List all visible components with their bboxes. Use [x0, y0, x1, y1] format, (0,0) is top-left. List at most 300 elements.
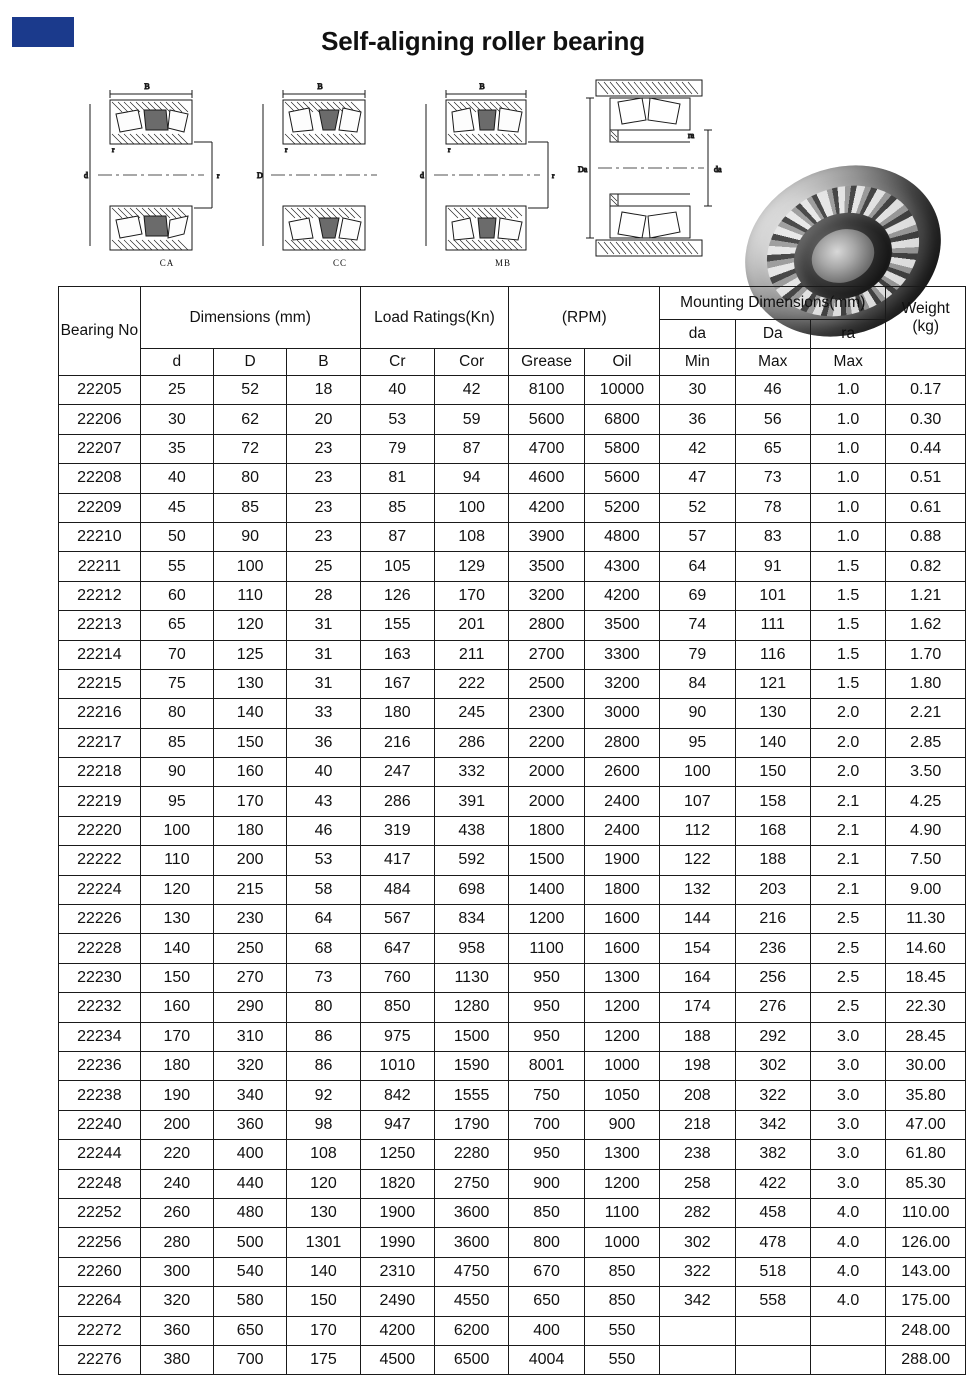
cell-da: 164: [660, 963, 735, 992]
cell-bearing-no: 22222: [59, 846, 141, 875]
cell-grease: 1400: [509, 875, 584, 904]
cell-d: 150: [140, 963, 213, 992]
cell-B: 80: [287, 993, 360, 1022]
header-mounting-dimensions: Mounting Dimensions(mm): [660, 287, 886, 320]
cell-da: 84: [660, 669, 735, 698]
cell-bearing-no: 22230: [59, 963, 141, 992]
cell-bearing-no: 22216: [59, 699, 141, 728]
cell-D: 200: [214, 846, 287, 875]
cell-weight: 126.00: [886, 1228, 966, 1257]
bearing-diagram-mounting: [568, 72, 728, 272]
cell-da: 258: [660, 1169, 735, 1198]
cell-ra: 2.1: [810, 875, 885, 904]
mounting-dimensions-drawing: [568, 72, 728, 262]
cell-Cr: 155: [360, 611, 434, 640]
unit-ra-max: Max: [810, 349, 885, 376]
table-row: [59, 1081, 966, 1110]
table-row: [59, 1316, 966, 1345]
table-row: [59, 376, 966, 405]
table-row: [59, 905, 966, 934]
cell-ra: 3.0: [810, 1022, 885, 1051]
cell-da: 208: [660, 1081, 735, 1110]
table-row: [59, 787, 966, 816]
table-row: [59, 640, 966, 669]
cell-d: 240: [140, 1169, 213, 1198]
unit-weight-blank: [886, 349, 966, 376]
cell-B: 23: [287, 493, 360, 522]
table-row: [59, 1198, 966, 1227]
cell-weight: 35.80: [886, 1081, 966, 1110]
table-body: [59, 376, 966, 1375]
cell-bearing-no: 22209: [59, 493, 141, 522]
cell-D: 310: [214, 1022, 287, 1051]
svg-text:D: D: [257, 171, 263, 180]
cell-ra: [810, 1316, 885, 1345]
cell-bearing-no: 22205: [59, 376, 141, 405]
cell-D: 500: [214, 1228, 287, 1257]
cell-grease: 700: [509, 1110, 584, 1139]
cell-oil: 1600: [584, 934, 659, 963]
cell-B: 31: [287, 669, 360, 698]
cell-Da: 322: [735, 1081, 810, 1110]
cell-D: 700: [214, 1345, 287, 1374]
cell-Cr: 760: [360, 963, 434, 992]
cell-weight: 7.50: [886, 846, 966, 875]
cell-ra: 2.5: [810, 993, 885, 1022]
cell-Da: 101: [735, 581, 810, 610]
cell-da: 64: [660, 552, 735, 581]
cell-d: 45: [140, 493, 213, 522]
cell-grease: 4600: [509, 464, 584, 493]
unit-D: D: [214, 349, 287, 376]
cell-Da: 236: [735, 934, 810, 963]
cell-da: 90: [660, 699, 735, 728]
specification-table-container: [58, 286, 966, 1375]
cell-Cr: 53: [360, 405, 434, 434]
cell-d: 80: [140, 699, 213, 728]
cell-ra: 2.1: [810, 787, 885, 816]
cell-B: 1301: [287, 1228, 360, 1257]
cell-Cr: 126: [360, 581, 434, 610]
cell-da: [660, 1345, 735, 1374]
cell-ra: 2.5: [810, 905, 885, 934]
table-row: [59, 846, 966, 875]
cell-D: 440: [214, 1169, 287, 1198]
cell-Cor: 3600: [434, 1198, 508, 1227]
cell-Cor: 1280: [434, 993, 508, 1022]
cell-Da: 292: [735, 1022, 810, 1051]
cell-bearing-no: 22206: [59, 405, 141, 434]
cell-Cor: 59: [434, 405, 508, 434]
cell-Cor: 1590: [434, 1051, 508, 1080]
cell-weight: 4.25: [886, 787, 966, 816]
cell-d: 85: [140, 728, 213, 757]
cell-d: 160: [140, 993, 213, 1022]
cell-bearing-no: 22264: [59, 1287, 141, 1316]
cell-weight: 61.80: [886, 1140, 966, 1169]
unit-d: d: [140, 349, 213, 376]
table-row: [59, 552, 966, 581]
cell-B: 18: [287, 376, 360, 405]
cell-bearing-no: 22224: [59, 875, 141, 904]
cell-bearing-no: 22238: [59, 1081, 141, 1110]
cell-Da: 111: [735, 611, 810, 640]
cell-Da: [735, 1316, 810, 1345]
page-header: [0, 0, 966, 72]
cell-Cr: 2490: [360, 1287, 434, 1316]
table-row: [59, 611, 966, 640]
cell-oil: 1100: [584, 1198, 659, 1227]
cell-bearing-no: 22211: [59, 552, 141, 581]
cell-grease: 950: [509, 993, 584, 1022]
cell-ra: 1.5: [810, 581, 885, 610]
cell-oil: 1200: [584, 1022, 659, 1051]
svg-text:d: d: [420, 171, 424, 180]
cell-bearing-no: 22220: [59, 816, 141, 845]
cell-weight: 30.00: [886, 1051, 966, 1080]
cell-da: 112: [660, 816, 735, 845]
cell-Da: 116: [735, 640, 810, 669]
cell-Da: 91: [735, 552, 810, 581]
cell-weight: 0.88: [886, 522, 966, 551]
cell-d: 260: [140, 1198, 213, 1227]
cell-Cor: 100: [434, 493, 508, 522]
cell-Cor: 391: [434, 787, 508, 816]
cell-grease: 750: [509, 1081, 584, 1110]
cell-D: 215: [214, 875, 287, 904]
cell-Da: 188: [735, 846, 810, 875]
bearing-diagrams: [0, 72, 966, 280]
cell-ra: 1.5: [810, 552, 885, 581]
cell-d: 320: [140, 1287, 213, 1316]
cell-bearing-no: 22252: [59, 1198, 141, 1227]
cell-B: 20: [287, 405, 360, 434]
cell-Da: 558: [735, 1287, 810, 1316]
cell-weight: 0.82: [886, 552, 966, 581]
cell-B: 86: [287, 1051, 360, 1080]
cell-da: 69: [660, 581, 735, 610]
cell-Da: 216: [735, 905, 810, 934]
cell-grease: 2300: [509, 699, 584, 728]
cell-B: 73: [287, 963, 360, 992]
table-row: [59, 1051, 966, 1080]
cell-grease: 950: [509, 963, 584, 992]
cell-oil: 2400: [584, 816, 659, 845]
cell-oil: 3000: [584, 699, 659, 728]
table-row: [59, 816, 966, 845]
cell-Cr: 105: [360, 552, 434, 581]
cell-Cor: 201: [434, 611, 508, 640]
cell-Cor: 129: [434, 552, 508, 581]
cell-Cor: 958: [434, 934, 508, 963]
cell-B: 25: [287, 552, 360, 581]
cell-ra: 2.0: [810, 758, 885, 787]
cell-da: 198: [660, 1051, 735, 1080]
cell-Cr: 163: [360, 640, 434, 669]
cell-d: 40: [140, 464, 213, 493]
cell-grease: 400: [509, 1316, 584, 1345]
table-row: [59, 1287, 966, 1316]
cell-grease: 900: [509, 1169, 584, 1198]
cell-Da: 342: [735, 1110, 810, 1139]
cell-da: 47: [660, 464, 735, 493]
cell-oil: 10000: [584, 376, 659, 405]
cell-Cr: 2310: [360, 1257, 434, 1286]
cell-grease: 950: [509, 1022, 584, 1051]
cell-Cor: 87: [434, 434, 508, 463]
cell-weight: 248.00: [886, 1316, 966, 1345]
cell-grease: 850: [509, 1198, 584, 1227]
cell-Cor: 108: [434, 522, 508, 551]
table-header: [59, 287, 966, 376]
cell-D: 180: [214, 816, 287, 845]
cell-D: 290: [214, 993, 287, 1022]
cell-weight: 0.17: [886, 376, 966, 405]
cell-grease: 2200: [509, 728, 584, 757]
cell-grease: 1500: [509, 846, 584, 875]
cell-Cor: 4550: [434, 1287, 508, 1316]
cell-weight: 288.00: [886, 1345, 966, 1374]
cell-D: 580: [214, 1287, 287, 1316]
cell-d: 25: [140, 376, 213, 405]
cell-grease: 3200: [509, 581, 584, 610]
cell-Da: 382: [735, 1140, 810, 1169]
cell-D: 160: [214, 758, 287, 787]
table-row: [59, 1110, 966, 1139]
cell-d: 360: [140, 1316, 213, 1345]
unit-da-min: Min: [660, 349, 735, 376]
cell-Cor: 1555: [434, 1081, 508, 1110]
cell-da: 174: [660, 993, 735, 1022]
cell-bearing-no: 22218: [59, 758, 141, 787]
cell-weight: 110.00: [886, 1198, 966, 1227]
page-title: Self-aligning roller bearing: [321, 26, 645, 56]
cell-D: 150: [214, 728, 287, 757]
cell-Cor: 4750: [434, 1257, 508, 1286]
table-row: [59, 1169, 966, 1198]
cell-D: 80: [214, 464, 287, 493]
cell-oil: 1900: [584, 846, 659, 875]
cell-oil: 2600: [584, 758, 659, 787]
cell-D: 400: [214, 1140, 287, 1169]
cell-B: 23: [287, 464, 360, 493]
cell-Da: 158: [735, 787, 810, 816]
cell-grease: 800: [509, 1228, 584, 1257]
header-bearing-no: Bearing No: [59, 287, 141, 376]
table-row: [59, 669, 966, 698]
cell-oil: 1300: [584, 963, 659, 992]
cell-d: 95: [140, 787, 213, 816]
cell-D: 90: [214, 522, 287, 551]
cell-D: 85: [214, 493, 287, 522]
cell-B: 40: [287, 758, 360, 787]
cell-ra: 1.5: [810, 611, 885, 640]
cell-oil: 1800: [584, 875, 659, 904]
cell-oil: 5200: [584, 493, 659, 522]
cell-d: 140: [140, 934, 213, 963]
cell-d: 280: [140, 1228, 213, 1257]
table-row: [59, 875, 966, 904]
cell-weight: 1.80: [886, 669, 966, 698]
cell-oil: 900: [584, 1110, 659, 1139]
cell-weight: 3.50: [886, 758, 966, 787]
cell-B: 175: [287, 1345, 360, 1374]
cell-ra: 2.5: [810, 934, 885, 963]
cell-Cor: 94: [434, 464, 508, 493]
cell-Cor: 211: [434, 640, 508, 669]
cell-ra: 2.1: [810, 816, 885, 845]
cell-d: 170: [140, 1022, 213, 1051]
cell-Da: 121: [735, 669, 810, 698]
cell-B: 68: [287, 934, 360, 963]
cell-Cr: 975: [360, 1022, 434, 1051]
bearing-diagram-cc: [245, 72, 435, 272]
unit-B: B: [287, 349, 360, 376]
cell-Cr: 850: [360, 993, 434, 1022]
table-row: [59, 963, 966, 992]
cell-weight: 0.61: [886, 493, 966, 522]
table-row: [59, 993, 966, 1022]
cell-Cr: 1820: [360, 1169, 434, 1198]
cell-weight: 143.00: [886, 1257, 966, 1286]
cell-Cr: 79: [360, 434, 434, 463]
cell-B: 28: [287, 581, 360, 610]
cell-da: 100: [660, 758, 735, 787]
cell-bearing-no: 22272: [59, 1316, 141, 1345]
cell-Cr: 484: [360, 875, 434, 904]
cell-B: 46: [287, 816, 360, 845]
cell-oil: 850: [584, 1257, 659, 1286]
cell-weight: 28.45: [886, 1022, 966, 1051]
cell-da: 95: [660, 728, 735, 757]
cell-Cor: 438: [434, 816, 508, 845]
cell-Cor: 245: [434, 699, 508, 728]
table-row: [59, 493, 966, 522]
cell-D: 320: [214, 1051, 287, 1080]
table-row: [59, 1140, 966, 1169]
svg-text:B: B: [317, 82, 323, 91]
cell-grease: 670: [509, 1257, 584, 1286]
cell-bearing-no: 22276: [59, 1345, 141, 1374]
cell-oil: 2400: [584, 787, 659, 816]
bearing-section-drawing-cc: [245, 72, 435, 257]
cell-weight: 0.51: [886, 464, 966, 493]
cell-ra: 2.0: [810, 728, 885, 757]
cell-oil: 6800: [584, 405, 659, 434]
cell-Cr: 180: [360, 699, 434, 728]
cell-da: 74: [660, 611, 735, 640]
cell-Da: 56: [735, 405, 810, 434]
svg-text:r: r: [217, 172, 220, 180]
cell-bearing-no: 22212: [59, 581, 141, 610]
cell-d: 300: [140, 1257, 213, 1286]
unit-oil: Oil: [584, 349, 659, 376]
cell-grease: 1200: [509, 905, 584, 934]
cell-d: 190: [140, 1081, 213, 1110]
cell-da: 52: [660, 493, 735, 522]
svg-text:d: d: [84, 171, 88, 180]
cell-ra: 4.0: [810, 1287, 885, 1316]
cell-ra: 1.0: [810, 493, 885, 522]
cell-ra: [810, 1345, 885, 1374]
cell-bearing-no: 22210: [59, 522, 141, 551]
cell-oil: 3500: [584, 611, 659, 640]
cell-Da: 73: [735, 464, 810, 493]
cell-ra: 1.0: [810, 376, 885, 405]
cell-weight: 85.30: [886, 1169, 966, 1198]
cell-grease: 8001: [509, 1051, 584, 1080]
cell-bearing-no: 22207: [59, 434, 141, 463]
cell-oil: 4300: [584, 552, 659, 581]
cell-D: 340: [214, 1081, 287, 1110]
cell-Da: 140: [735, 728, 810, 757]
cell-grease: 5600: [509, 405, 584, 434]
cell-Cr: 1990: [360, 1228, 434, 1257]
cell-Cor: 6500: [434, 1345, 508, 1374]
cell-d: 60: [140, 581, 213, 610]
cell-Cr: 947: [360, 1110, 434, 1139]
cell-oil: 2800: [584, 728, 659, 757]
cell-grease: 3500: [509, 552, 584, 581]
cell-d: 30: [140, 405, 213, 434]
cell-Da: 276: [735, 993, 810, 1022]
cell-Da: [735, 1345, 810, 1374]
cell-grease: 2500: [509, 669, 584, 698]
cell-Cor: 286: [434, 728, 508, 757]
cell-da: 342: [660, 1287, 735, 1316]
cell-ra: 3.0: [810, 1140, 885, 1169]
cell-d: 110: [140, 846, 213, 875]
cell-B: 36: [287, 728, 360, 757]
cell-ra: 1.5: [810, 640, 885, 669]
svg-text:B: B: [144, 82, 150, 91]
cell-Cor: 2280: [434, 1140, 508, 1169]
table-row: [59, 728, 966, 757]
cell-D: 250: [214, 934, 287, 963]
cell-Da: 168: [735, 816, 810, 845]
cell-D: 62: [214, 405, 287, 434]
cell-Cr: 216: [360, 728, 434, 757]
cell-ra: 4.0: [810, 1257, 885, 1286]
cell-oil: 1050: [584, 1081, 659, 1110]
unit-Cr: Cr: [360, 349, 434, 376]
cell-bearing-no: 22248: [59, 1169, 141, 1198]
cell-ra: 1.0: [810, 464, 885, 493]
cell-oil: 1200: [584, 993, 659, 1022]
cell-Cor: 170: [434, 581, 508, 610]
unit-Da-max: Max: [735, 349, 810, 376]
cell-oil: 5800: [584, 434, 659, 463]
cell-weight: 18.45: [886, 963, 966, 992]
figure-caption-mb: MB: [494, 258, 511, 268]
cell-da: 282: [660, 1198, 735, 1227]
header-weight: Weight (kg): [886, 287, 966, 349]
cell-Cr: 87: [360, 522, 434, 551]
cell-da: 36: [660, 405, 735, 434]
cell-B: 130: [287, 1198, 360, 1227]
cell-d: 90: [140, 758, 213, 787]
cell-B: 31: [287, 640, 360, 669]
cell-oil: 1000: [584, 1051, 659, 1080]
cell-ra: 3.0: [810, 1169, 885, 1198]
cell-da: 218: [660, 1110, 735, 1139]
cell-Da: 302: [735, 1051, 810, 1080]
cell-Da: 478: [735, 1228, 810, 1257]
subheader-da: da: [660, 320, 735, 349]
svg-text:r: r: [112, 146, 115, 154]
cell-D: 140: [214, 699, 287, 728]
cell-ra: 1.0: [810, 434, 885, 463]
